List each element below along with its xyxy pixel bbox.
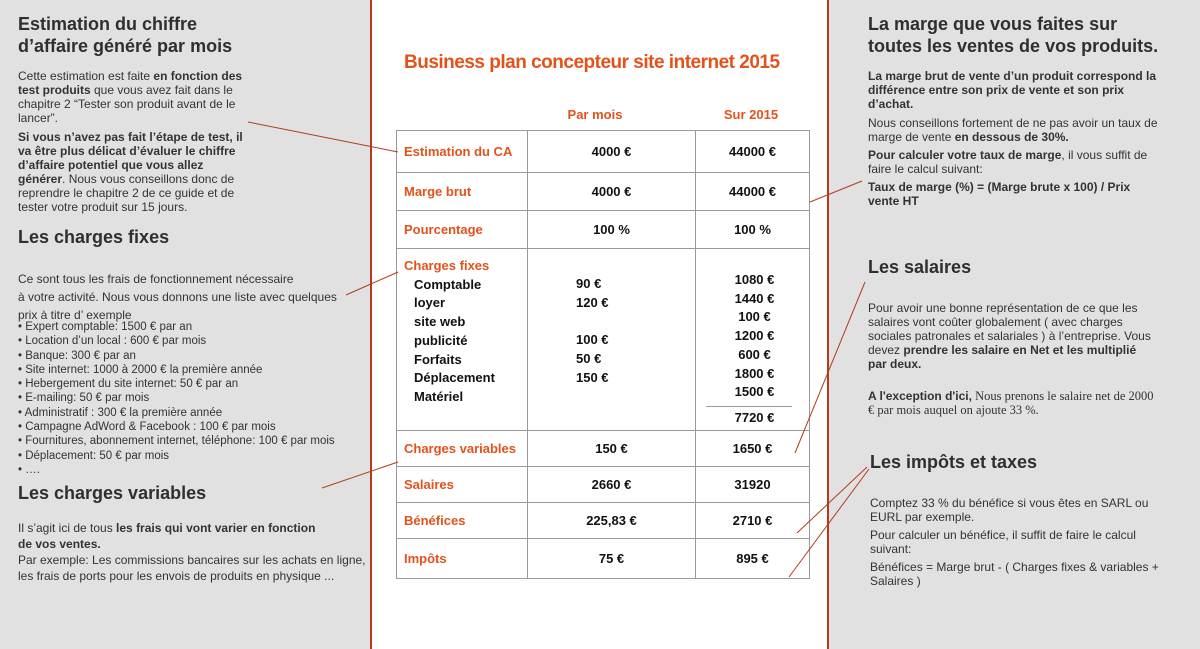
connector-charges-variables — [322, 462, 398, 488]
list-item: • Site internet: 1000 à 2000 € la première année — [18, 363, 363, 377]
col-month-header: Par mois — [567, 107, 623, 122]
month-value: 100 % — [528, 211, 696, 249]
year-value: 31920 — [696, 467, 810, 503]
plan-title: Business plan concepteur site internet 2015 — [404, 52, 780, 73]
year-value: 100 % — [696, 211, 810, 249]
list-item: • Déplacement: 50 € par mois — [18, 449, 363, 463]
row-label: Marge brut — [397, 173, 528, 211]
list-item: • Administratif : 300 € la première année — [18, 406, 363, 420]
stack-item: site web — [414, 314, 466, 330]
connector-benefices — [797, 467, 867, 533]
impots-heading: Les impôts et taxes — [870, 452, 1038, 472]
stack-item: 600 € — [738, 346, 771, 362]
stack-item: 50 € — [576, 350, 602, 366]
charges-fixes-label: Charges fixes — [404, 258, 490, 273]
ca-heading: Estimation du chiffre d’affaire généré par mois — [18, 14, 233, 56]
impots-text: Comptez 33 % du bénéfice si vous êtes en SARL ou EURL par exemple. Pour calculer un bénéfice, il suffit de faire le calcul suivant: Bénéfices = Marge brut - ( Charges fixes & variables + Salaires ) — [870, 496, 1159, 588]
month-value: 75 € — [528, 539, 696, 579]
month-value: 150 € — [528, 431, 696, 467]
stack-item: Matériel — [414, 388, 464, 404]
month-value: 225,83 € — [528, 503, 696, 539]
stack-item: Forfaits — [414, 351, 462, 367]
month-value: 4000 € — [528, 131, 696, 173]
stack-item: Déplacement — [414, 370, 495, 386]
salaires-text: Pour avoir une bonne représentation de ce que les salaires vont coûter globalement ( avec charges sociales patronales et salariales ) à l’entreprise. Vous devez prendre les salaire en Net et les multiplié par deux. A l'exception d'ici, Nous prenons le salaire net de 2000 € par mois auquel on ajoute 33 %. — [868, 301, 1154, 417]
list-item: • Location d’un local : 600 € par mois — [18, 334, 363, 348]
month-value: 4000 € — [528, 173, 696, 211]
row-label: Charges variables — [397, 431, 528, 467]
month-value: 2660 € — [528, 467, 696, 503]
marge-heading: La marge que vous faites sur toutes les ventes de vos produits. — [868, 14, 1159, 56]
row-label: Pourcentage — [397, 211, 528, 249]
stack-item: 1200 € — [734, 328, 775, 344]
ca-text: Cette estimation est faite en fonction des test produits que vous avez fait dans le chapitre 2 “Tester son produit avant de le lancer”. Si vous n’avez pas fait l’étape de test, il va être plus délicat d’évaluer le chiffre d’affaire potentiel que vous allez générer. Nous vous conseillons donc de reprendre le chapitre 2 de ce guide et de tester votre produit sur 15 jours. — [18, 69, 243, 214]
stack-item: 1500 € — [734, 384, 775, 400]
fixes-intro: Ce sont tous les frais de fonctionnement nécessaire à votre activité. Nous vous donnons une liste avec quelques prix à titre d’ exemple — [18, 272, 337, 322]
stack-item: publicité — [414, 332, 468, 348]
stack-item: loyer — [414, 295, 446, 311]
year-value: 1650 € — [696, 431, 810, 467]
salaires-heading: Les salaires — [868, 257, 972, 277]
stack-item: 120 € — [576, 294, 609, 310]
stack-item: 150 € — [576, 369, 609, 385]
row-label: Bénéfices — [397, 503, 528, 539]
connector-impots — [789, 469, 869, 577]
connector-salaires — [795, 282, 865, 453]
year-value: 44000 € — [696, 131, 810, 173]
row-label: Estimation du CA — [397, 131, 528, 173]
stack-item: Comptable — [414, 276, 482, 292]
list-item: • Hebergement du site internet: 50 € par an — [18, 377, 363, 391]
fixes-heading: Les charges fixes — [18, 227, 170, 247]
year-value: 2710 € — [696, 503, 810, 539]
list-item: • Expert comptable: 1500 € par an — [18, 320, 363, 334]
list-item: • …. — [18, 463, 363, 477]
list-item: • Banque: 300 € par an — [18, 349, 363, 363]
stack-item: 100 € — [576, 332, 609, 348]
stack-item: 100 € — [738, 309, 771, 325]
variables-text: Il s’agit ici de tous les frais qui vont varier en fonction de vos ventes. Par exemple: Les commissions bancaires sur les achats en ligne, les frais de ports pour les envois de produits en physique ... — [18, 521, 366, 583]
row-label: Impôts — [397, 539, 528, 579]
connector-ca — [248, 122, 398, 152]
year-value: 895 € — [696, 539, 810, 579]
variables-heading: Les charges variables — [18, 483, 207, 503]
row-label: Salaires — [397, 467, 528, 503]
stack-item: 1800 € — [734, 365, 775, 381]
stack-item: 1080 € — [734, 272, 775, 287]
connector-charges-fixes — [346, 272, 398, 295]
year-value: 44000 € — [696, 173, 810, 211]
col-year-header: Sur 2015 — [723, 107, 779, 122]
marge-text: La marge brut de vente d’un produit correspond la différence entre son prix de vente et son prix d’achat. Nous conseillons fortement de ne pas avoir un taux de marge de vente en dessous de 30%. Pour calculer votre taux de marge, il vous suffit de faire le calcul suivant: Taux de marge (%) = (Marge brute x 100) / Prix vente HT — [868, 69, 1158, 208]
connector-marge — [810, 181, 862, 202]
list-item: • E-mailing: 50 € par mois — [18, 391, 363, 405]
list-item: • Campagne AdWord & Facebook : 100 € par mois — [18, 420, 363, 434]
stack-item: 1440 € — [734, 290, 775, 306]
stack-item: 90 € — [576, 276, 602, 291]
list-item: • Fournitures, abonnement internet, téléphone: 100 € par mois — [18, 434, 363, 448]
charges-fixes-year-total: 7720 € — [734, 409, 775, 425]
